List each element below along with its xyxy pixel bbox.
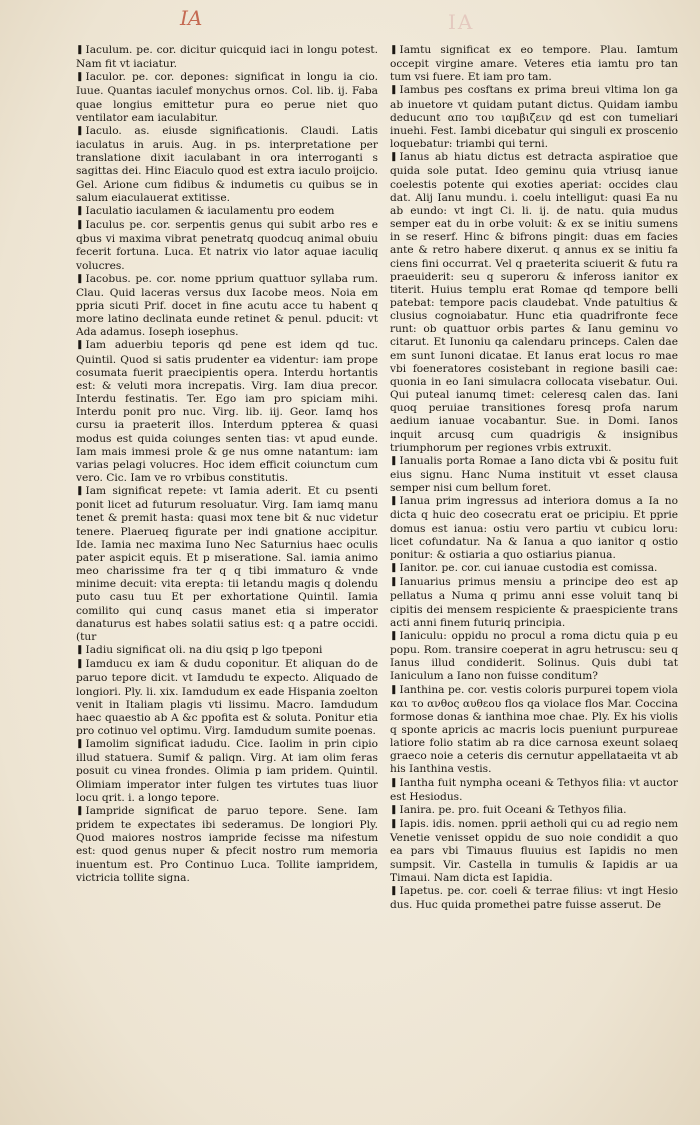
dictionary-entry: ❚ Ianua prim ingressus ad interiora domus a Ia no dicta q huic deo cosecratu erat oe pricipiu. Et pprie domus est ianua: ostiu vero partiu vt cubicu loru: licet cofundatur. Na & Ianua a quo ianitor q ostio ponitur: & ostiaria a quo ostiarius pianua.: [390, 495, 678, 562]
dictionary-entry: ❚ Iam significat repete: vt Iamia aderit. Et cu psenti ponit licet ad futurum resoluatur. Virg. Iam iamq manu tenet & premit hasta: quasi mox tene bit & nuc videtur tenere. Plaerueq figurate per indi gnatione accipitur. Ide. Iamia nec maxima Iuno Nec Saturnius haec oculis pater aspicit equis. Et p miseratione. Sal. iamia animo meo charissime fra ter q q tibi immaturo & vnde minime decuit: vita erepta: tii letandu magis q dolendu puto casu tuu Et per exhortatione Quintil. Iamia comilito qui cunq casus manet etia si imperator danaturus est habes solatii satius est: q a patre occidi. (tur: [76, 485, 378, 644]
dictionary-entry: ❚ Ianira. pe. pro. fuit Oceani & Tethyos filia.: [390, 804, 678, 818]
dictionary-entry: ❚ Iaculo. as. eiusde significationis. Claudi. Latis iaculatus in aruis. Aug. in ps. interpretatione per translatione dixit iaculabant in ora interroganti s sagittas dei. Hinc Eiaculo quod est extra iaculo proijcio. Gel. Arione cum fidibus & indumetis cu quibus se in salum eiaculauerat extitisse.: [76, 125, 378, 205]
dictionary-entry: ❚ Iapis. idis. nomen. pprii aetholi qui cu ad regio nem Venetie venisset oppidu de suo noie condidit a quo ea pars vbi Timauus fluuius est Iapidis no men sumpsit. Vir. Castella in tumulis & Iapidis ar ua Timaui. Nam dicta est Iapidia.: [390, 818, 678, 885]
dictionary-entry: ❚ Iaculatio iaculamen & iaculamentu pro eodem: [76, 205, 378, 219]
dictionary-entry: ❚ Iapetus. pe. cor. coeli & terrae filius: vt ingt Hesio dus. Huc quida promethei patre fuisse asserut. De: [390, 885, 678, 912]
dictionary-entry: ❚ Iaculum. pe. cor. dicitur quicquid iaci in longu potest. Nam fit vt iaciatur.: [76, 44, 378, 71]
dictionary-entry: ❚ Iaculor. pe. cor. depones: significat in longu ia cio. Iuue. Quantas iaculef monychus ornos. Col. lib. ij. Faba quae longius emittetur pura eo perue niet quo ventilator eam iaculabitur.: [76, 71, 378, 125]
dictionary-entry: ❚ Ianuarius primus mensiu a principe deo est ap pellatus a Numa q primu anni esse voluit tanq bi cipitis dei mensem respiciente & praespiciente trans acti anni finem futuriq principia.: [390, 576, 678, 630]
dictionary-entry: ❚ Iambus pes cosftans ex prima breui vltima lon ga ab inuetore vt quidam putant dictus. Quidam iambu deducunt απο του ιαμβιζειν qd est con tumeliari inuehi. Fest. Iambi dicebatur qui singuli ex proscenio loquebatur: triambi qui terni.: [390, 84, 678, 151]
faint-folio-mark: IA: [448, 10, 475, 34]
right-text-column: [390, 44, 678, 912]
dictionary-entry: ❚ Iamolim significat iadudu. Cice. Iaolim in prin cipio illud statuera. Sumif & paliqn. Virg. At iam olim feras posuit cu vinea frondes. Olimia p iam pridem. Quintil. Olimiam imperator inter fulgen tes virtutes tuas liuor locu qrit. i. a longo tepore.: [76, 738, 378, 805]
dictionary-entry: ❚ Iamducu ex iam & dudu coponitur. Et aliquan do de paruo tepore dicit. vt Iamdudu te expecto. Aliquado de longiori. Ply. li. xix. Iamdudum ex eade Hispania zoelton venit in Italiam plagis vti lissimu. Macro. Iamdudum haec quaestio ab A &c ppofita est & soluta. Ponitur etia pro cotinuo vel optimu. Virg. Iamdudum sumite poenas.: [76, 658, 378, 738]
red-folio-mark: IA: [180, 6, 203, 30]
dictionary-entry: ❚ Ianualis porta Romae a Iano dicta vbi & positu fuit eius signu. Hanc Numa instituit vt esset clausa semper nisi cum bellum foret.: [390, 455, 678, 495]
dictionary-entry: ❚ Iam aduerbiu teporis qd pene est idem qd tuc. Quintil. Quod si satis prudenter ea videntur: iam prope cosumata fuerit praecipientis opera. Interdu hortantis est: & veluti mora increpatis. Virg. Iam diua precor. Interdu festinatis. Ter. Ego iam pro spiciam mihi. Interdu ponit pro nuc. Virg. lib. iij. Geor. Iamq hos cursu ia praeterit illos. Interdum ppterea & quasi modus est quida coiunges senten tias: vt apud eunde. Iam mais immesi prole & ge nus omne natantum: iam varias pelagi volucres. Hoc idem efficit coiunctum cum vero. Cic. Iam ve ro vrbibus constitutis.: [76, 339, 378, 485]
dictionary-entry: ❚ Iantha fuit nympha oceani & Tethyos filia: vt auctor est Hesiodus.: [390, 777, 678, 804]
dictionary-entry: ❚ Iadiu significat oli. na diu qsiq p lgo tpeponi: [76, 644, 378, 658]
dictionary-entry: ❚ Ianiculu: oppidu no procul a roma dictu quia p eu popu. Rom. transire coeperat in agru hetruscu: seu q Ianus illud condiderit. Solinus. Quis dubi tat Ianiculum a Iano non fuisse conditum?: [390, 630, 678, 684]
dictionary-entry: ❚ Ianthina pe. cor. vestis coloris purpurei topem viola και το ανθος αυθεου flos qa violace flos Mar. Coccina formose donas & ianthina moe chae. Ply. Ex his violis q sponte apricis ac macris locis pueniunt purpureae latiore folio statim ab ra dice carnosa exeunt solaeq graeco noie a ceteris dis cernutur appellataeita vt ab his Ianthina vestis.: [390, 684, 678, 777]
dictionary-entry: ❚ Iacobus. pe. cor. nome pprium quattuor syllaba rum. Clau. Quid laceras versus dux Iacobe meos. Noia em ppria sicuti Prif. docet in fine acutu acce tu habent q more latino declinata eunde retinet & penul. pducit: vt Ada adamus. Ioseph iosephus.: [76, 273, 378, 340]
dictionary-entry: ❚ Ianus ab hiatu dictus est detracta aspiratioe que quida sole putat. Ideo geminu quia vtriusq ianue coelestis potente qui exoties aperiat: occides clau dat. Alij Ianu mundu. i. coelu intelligut: quasi Ea nu ab eundo: vt ingt Ci. li. ij. de natu. quia mudus semper eat du in orbe voluit: & ex se initiu sumens in se reserf. Hinc & bifrons pingit: duas em facies ante & retro habere dixerut. q annus ex se initiu fa ciens fini occurrat. Vel q praeterita sciuerit & futu ra praeuiderit: seu q superoru & infeross ianitor ex titerit. Huius templu erat Romae qd tempore belli patebat: tempore pacis claudebat. Vnde patultius & clusius cognoiabatur. Hunc etia quadrifronte fece runt: ob quattuor orbis partes & Ianu geminu vo citarut. Et Iunoniu qa calendaru princeps. Calen dae em sunt Iunoni dicatae. Et Ianus erat locus ro mae vbi foeneratores cosistebant in regione basili cae: quonia in eo Iani simulacra collocata visebatur. Oui. Qui puteal ianumq timet: celeresq calen das. Iani quoq peruiae transitiones foresq profa narum aedium ianuae vocabantur. Sue. in Domi. Ianos inquit arcusq cum quadrigis & insignibus triumphorum per regiones vrbis extruxit.: [390, 151, 678, 455]
dictionary-entry: ❚ Iaculus pe. cor. serpentis genus qui subit arbo res e qbus vi maxima vibrat penetratq quodcuq animal obuiu fecerit fortuna. Luca. Et natrix vio lator aquae iaculiq volucres.: [76, 219, 378, 273]
dictionary-entry: ❚ Iamtu significat ex eo tempore. Plau. Iamtum occepit virgine amare. Veteres etia iamtu pro tan tum vsi fuere. Et iam pro tam.: [390, 44, 678, 84]
left-text-column: [76, 44, 378, 885]
dictionary-entry: ❚ Iampride significat de paruo tepore. Sene. Iam pridem te expectates ibi sederamus. De longiori Ply. Quod maiores nostros iampride fecisse ma nifestum est: quod genus nuper & pfecit nostro rum memoria inuentum est. Pro Continuo Luca. Tollite iampridem, victricia tollite signa.: [76, 805, 378, 885]
dictionary-entry: ❚ Ianitor. pe. cor. cui ianuae custodia est comissa.: [390, 562, 678, 576]
